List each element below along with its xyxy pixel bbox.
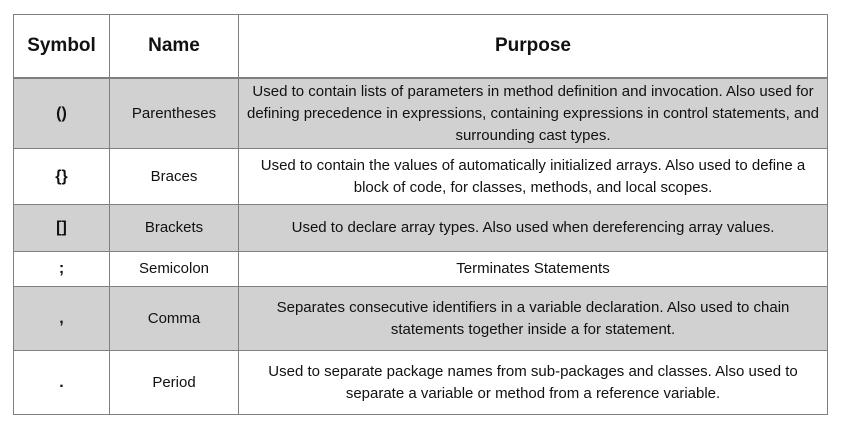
cell-name: Parentheses bbox=[110, 78, 239, 149]
cell-purpose: Used to contain lists of parameters in method definition and invocation. Also used for defining precedence in expressions, containing expressions in control statements, and surrounding cast types. bbox=[239, 78, 828, 149]
separators-table-container bbox=[13, 14, 827, 415]
cell-symbol: , bbox=[14, 287, 110, 351]
table-row bbox=[14, 351, 828, 415]
cell-name: Period bbox=[110, 351, 239, 415]
table-row bbox=[14, 149, 828, 205]
cell-name: Braces bbox=[110, 149, 239, 205]
cell-symbol: ; bbox=[14, 252, 110, 287]
cell-symbol: . bbox=[14, 351, 110, 415]
cell-symbol: () bbox=[14, 78, 110, 149]
cell-purpose: Used to separate package names from sub-packages and classes. Also used to separate a variable or method from a reference variable. bbox=[239, 351, 828, 415]
separators-table bbox=[13, 14, 828, 415]
cell-name: Comma bbox=[110, 287, 239, 351]
cell-purpose: Used to contain the values of automatically initialized arrays. Also used to define a block of code, for classes, methods, and local scopes. bbox=[239, 149, 828, 205]
cell-purpose: Separates consecutive identifiers in a variable declaration. Also used to chain statements together inside a for statement. bbox=[239, 287, 828, 351]
cell-purpose: Terminates Statements bbox=[239, 252, 828, 287]
header-purpose: Purpose bbox=[239, 15, 828, 79]
cell-symbol: {} bbox=[14, 149, 110, 205]
table-row bbox=[14, 205, 828, 252]
cell-purpose: Used to declare array types. Also used when dereferencing array values. bbox=[239, 205, 828, 252]
header-name: Name bbox=[110, 15, 239, 79]
table-row bbox=[14, 78, 828, 149]
table-header-row bbox=[14, 15, 828, 79]
cell-name: Semicolon bbox=[110, 252, 239, 287]
table-row bbox=[14, 287, 828, 351]
cell-symbol: [] bbox=[14, 205, 110, 252]
table-row bbox=[14, 252, 828, 287]
header-symbol: Symbol bbox=[14, 15, 110, 79]
cell-name: Brackets bbox=[110, 205, 239, 252]
